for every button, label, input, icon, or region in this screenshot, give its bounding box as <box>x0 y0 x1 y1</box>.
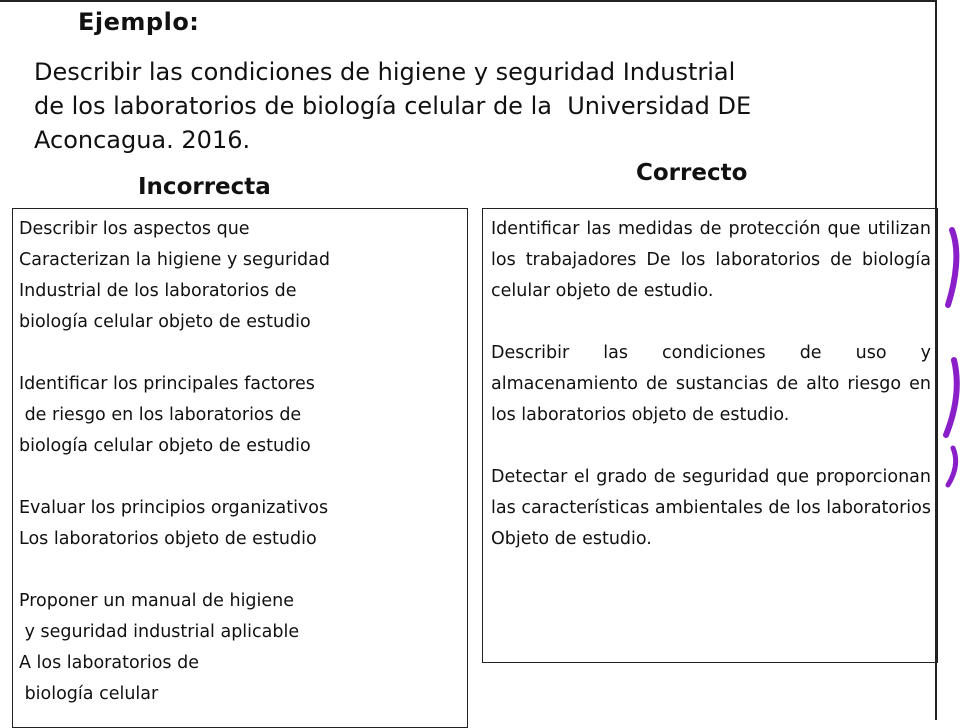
incorrect-label: Incorrecta <box>138 174 271 200</box>
incorrect-line: biología celular objeto de estudio <box>19 312 311 332</box>
incorrect-objective-item <box>19 214 461 338</box>
incorrect-line: Identificar los principales factores <box>19 374 315 394</box>
incorrect-line: Los laboratorios objeto de estudio <box>19 529 317 549</box>
objective-line: de los laboratorios de biología celular de la Universidad DE <box>34 92 752 120</box>
correct-objective-item: Detectar el grado de seguridad que proporcionan las características ambientales de los laboratorios Objeto de estudio. <box>491 467 931 549</box>
objective-line: Aconcagua. 2016. <box>34 126 251 154</box>
incorrect-line: Evaluar los principios organizativos <box>19 498 329 518</box>
decorative-brush-icon <box>934 210 960 500</box>
incorrect-objective-item <box>19 369 461 462</box>
incorrect-line: A los laboratorios de <box>19 653 199 673</box>
incorrect-line: de riesgo en los laboratorios de <box>19 405 302 425</box>
correct-objective-item: Identificar las medidas de protección que utilizan los trabajadores De los laboratorios de biología celular objeto de estudio. <box>491 219 931 301</box>
incorrect-objective-item <box>19 493 461 555</box>
incorrect-line: Industrial de los laboratorios de <box>19 281 297 301</box>
correct-objectives-box <box>482 208 938 663</box>
incorrect-line: Caracterizan la higiene y seguridad <box>19 250 330 270</box>
incorrect-line: y seguridad industrial aplicable <box>19 622 300 642</box>
incorrect-line: biología celular objeto de estudio <box>19 436 311 456</box>
objective-text <box>34 55 894 157</box>
correct-objective-item: Describir las condiciones de uso y almacenamiento de sustancias de alto riesgo en los laboratorios objeto de estudio. <box>491 343 931 425</box>
incorrect-line: biología celular <box>19 684 159 704</box>
incorrect-line: Describir los aspectos que <box>19 219 250 239</box>
correct-label: Correcto <box>636 160 748 186</box>
incorrect-line: Proponer un manual de higiene <box>19 591 295 611</box>
objective-line: Describir las condiciones de higiene y seguridad Industrial <box>34 58 736 86</box>
incorrect-objectives-box <box>12 208 468 728</box>
incorrect-objective-item <box>19 586 461 710</box>
page-title: Ejemplo: <box>78 8 200 36</box>
